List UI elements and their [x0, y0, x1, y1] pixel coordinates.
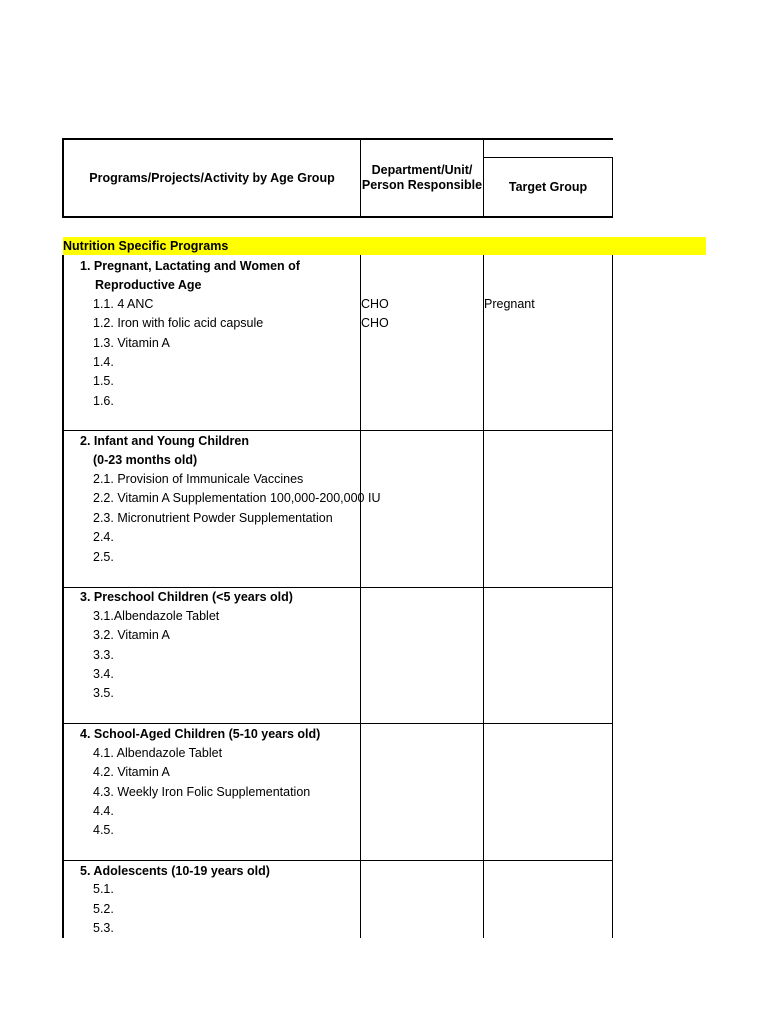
list-item: 2.3. Micronutrient Powder Supplementation	[93, 511, 333, 525]
group-2-title-cont: (0-23 months old)	[93, 453, 198, 467]
group-divider-4	[62, 860, 613, 861]
header-target-group: Target Group	[508, 179, 588, 194]
col-divider-2-body	[483, 255, 484, 938]
dept-cell: CHO	[361, 297, 389, 311]
section-banner: Nutrition Specific Programs	[63, 237, 706, 255]
list-item: 2.4.	[93, 530, 114, 544]
group-2-title: 2. Infant and Young Children	[80, 434, 249, 448]
header-programs: Programs/Projects/Activity by Age Group	[89, 170, 335, 185]
list-item: 4.1. Albendazole Tablet	[93, 746, 223, 760]
list-item: 3.1.Albendazole Tablet	[93, 609, 220, 623]
group-divider-3	[62, 723, 613, 724]
list-item: 2.2. Vitamin A Supplementation 100,000-200,000 IU	[93, 491, 381, 505]
list-item: 2.5.	[93, 550, 114, 564]
group-divider-1	[62, 430, 613, 431]
list-item: 3.4.	[93, 667, 114, 681]
group-3-title: 3. Preschool Children (<5 years old)	[80, 590, 293, 604]
list-item: 3.5.	[93, 686, 114, 700]
group-4-title: 4. School-Aged Children (5-10 years old)	[80, 727, 321, 741]
list-item: 1.1. 4 ANC	[93, 297, 154, 311]
group-divider-2	[62, 587, 613, 588]
group-1-title: 1. Pregnant, Lactating and Women of	[80, 259, 300, 273]
col-divider-1-body	[360, 255, 361, 938]
table-right-border-body	[612, 255, 613, 938]
list-item: 4.2. Vitamin A	[93, 765, 170, 779]
table-right-border-header	[612, 158, 613, 217]
list-item: 4.5.	[93, 823, 114, 837]
list-item: 3.3.	[93, 648, 114, 662]
header-bottom-border	[62, 216, 613, 218]
list-item: 3.2. Vitamin A	[93, 628, 170, 642]
list-item: 5.1.	[93, 882, 114, 896]
list-item: 1.6.	[93, 394, 114, 408]
list-item: 1.3. Vitamin A	[93, 336, 170, 350]
list-item: 1.4.	[93, 355, 114, 369]
group-1-title-cont: Reproductive Age	[95, 278, 202, 292]
list-item: 5.3.	[93, 921, 114, 935]
table-left-border-body	[62, 255, 64, 938]
dept-cell: CHO	[361, 316, 389, 330]
list-item: 1.5.	[93, 374, 114, 388]
group-5-title: 5. Adolescents (10-19 years old)	[80, 864, 270, 878]
list-item: 5.2.	[93, 902, 114, 916]
list-item: 2.1. Provision of Immunicale Vaccines	[93, 472, 304, 486]
list-item: 4.4.	[93, 804, 114, 818]
target-cell: Pregnant	[484, 297, 535, 311]
header-department: Department/Unit/ Person Responsible	[361, 163, 483, 192]
list-item: 1.2. Iron with folic acid capsule	[93, 316, 264, 330]
list-item: 4.3. Weekly Iron Folic Supplementation	[93, 785, 311, 799]
